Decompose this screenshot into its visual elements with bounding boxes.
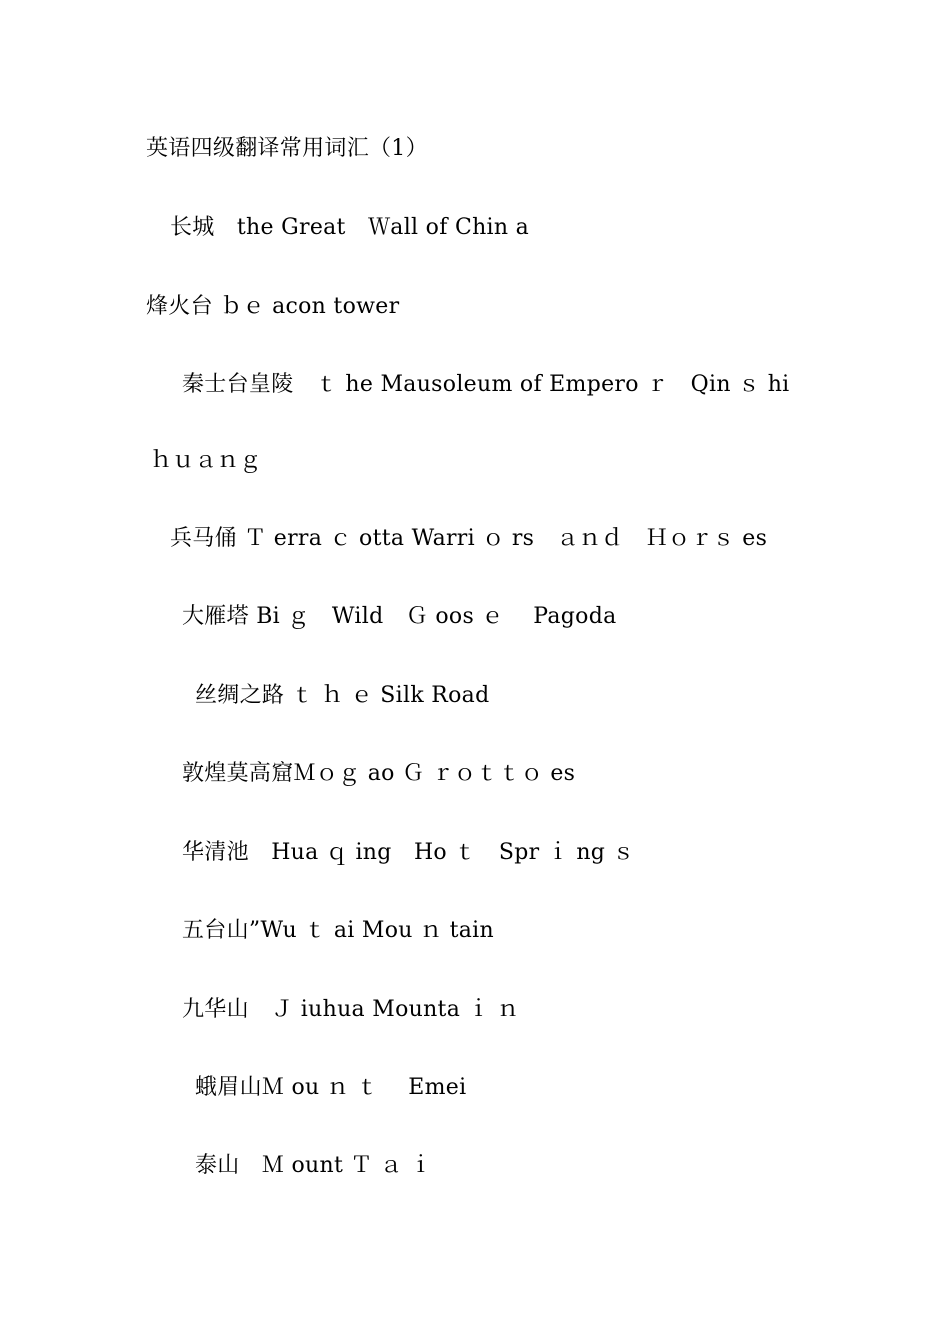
vocab-line-qin-mausoleum: 秦士台皇陵 ｔ he Mausoleum of Empero ｒ Qin ｓ hi [182,372,790,397]
vocab-line-mount-emei: 蛾眉山Ｍ ou ｎ ｔ Emei [195,1075,467,1100]
vocab-line-huaqing-springs: 华清池 Hua ｑ ing Ho ｔ Spr ｉ ng ｓ [182,840,635,865]
vocab-line-mount-tai: 泰山 Ｍ ount Ｔ ａ ｉ [195,1153,432,1178]
vocab-line-qin-mausoleum-cont: ｈｕａｎｇ [150,448,262,473]
vocab-line-wutai-mountain: 五台山”Wu ｔ ai Mou ｎ tain [182,918,494,943]
vocab-line-jiuhua-mountain: 九华山 Ｊ iuhua Mounta ｉ ｎ [182,997,520,1022]
document-title: 英语四级翻译常用词汇（1） [146,136,428,161]
vocab-line-silk-road: 丝绸之路 ｔ ｈ ｅ Silk Road [195,683,490,708]
vocab-line-beacon-tower: 烽火台 ｂｅ acon tower [146,294,400,319]
vocab-line-mogao-grottoes: 敦煌莫高窟Ｍｏｇ ao Ｇ ｒｏｔｔｏ es [182,761,576,786]
vocab-line-great-wall: 长城 the Great Ｗall of Chin a [170,215,530,240]
vocab-line-wild-goose-pagoda: 大雁塔 Bi ｇ Wild Ｇ oos ｅ Pagoda [182,604,617,629]
vocab-line-terracotta: 兵马俑 Ｔ erra ｃ otta Warri ｏ rs ａｎｄ Ｈｏｒｓ es [170,526,768,551]
